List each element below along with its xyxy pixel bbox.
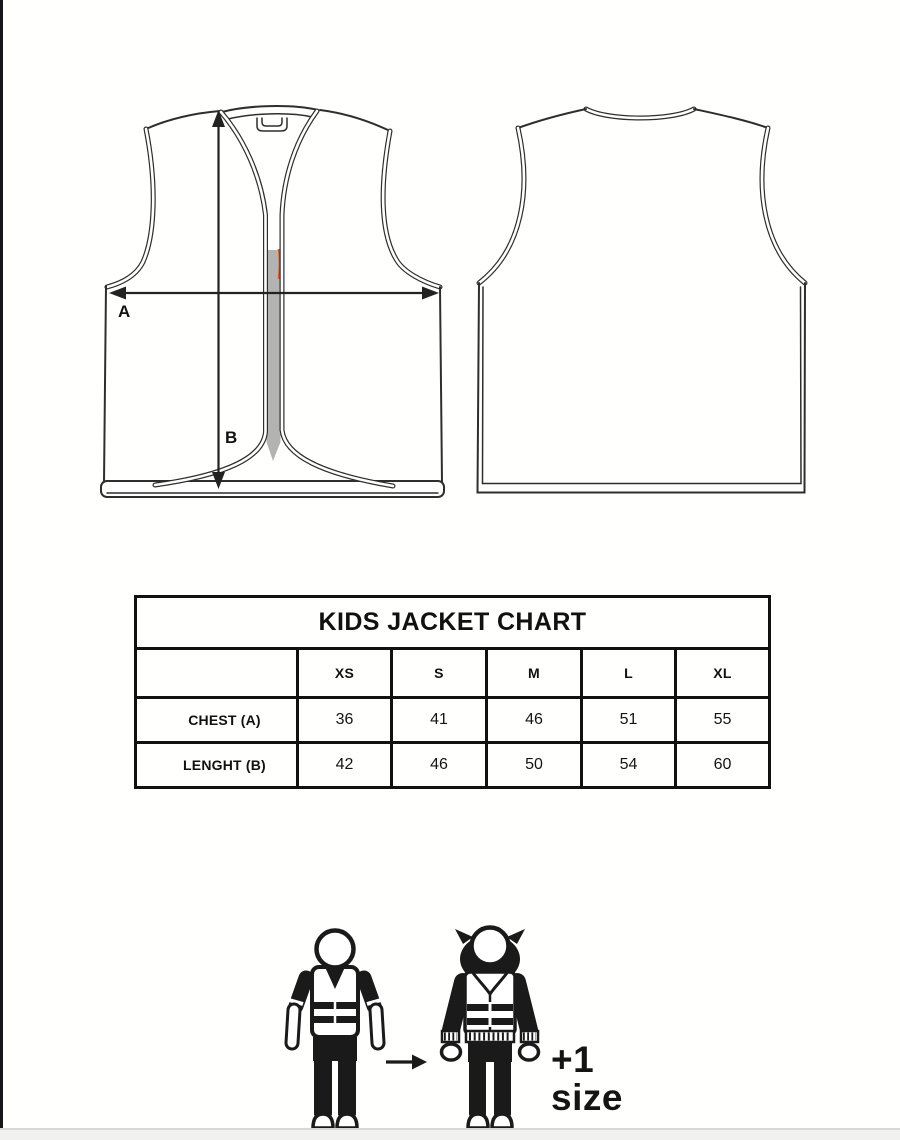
table-row-chest [136,698,770,743]
size-chart-header-row [136,649,770,698]
vest-front-diagram [101,106,444,497]
jacket-figure-icon [442,928,539,1129]
col-header-s: S [392,649,487,698]
back-armholes [479,128,805,283]
chest-m: 46 [487,698,582,743]
lenght-xl: 60 [676,743,770,788]
arrow-right-icon [386,1055,427,1070]
label-b: B [225,428,238,447]
table-row-lenght [136,743,770,788]
corner-cell [136,649,298,698]
lenght-xs: 42 [298,743,392,788]
size-line: size [551,1077,623,1118]
col-header-xl: XL [676,649,770,698]
vest-back-diagram [478,109,806,493]
vest-diagrams [90,95,820,507]
row-label-chest: CHEST (A) [136,698,298,743]
chest-xl: 55 [676,698,770,743]
chest-xs: 36 [298,698,392,743]
zipper [267,250,281,461]
vest-figure-icon [289,931,381,1129]
col-header-l: L [582,649,676,698]
lenght-l: 54 [582,743,676,788]
measure-arrow-b [212,110,225,489]
chest-l: 51 [582,698,676,743]
row-label-lenght: LENGHT (B) [136,743,298,788]
label-a: A [118,302,131,321]
size-chart [134,595,771,789]
lenght-s: 46 [392,743,487,788]
size-chart-title: KIDS JACKET CHART [136,597,770,649]
plus-one-size-note [551,1041,623,1117]
chest-s: 41 [392,698,487,743]
plus-one-line: +1 [551,1039,595,1080]
col-header-xs: XS [298,649,392,698]
col-header-m: M [487,649,582,698]
hanger-loop [257,118,287,131]
viewport-left-border [0,0,3,1140]
lenght-m: 50 [487,743,582,788]
page-bottom-strip [0,1128,900,1140]
